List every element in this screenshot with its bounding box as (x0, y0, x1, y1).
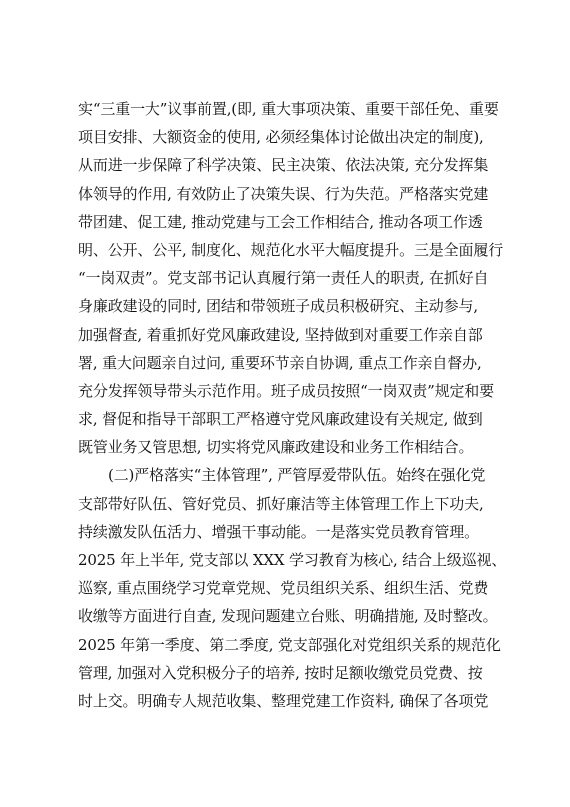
text-line: 既管业务又管思想, 切实将党风廉政建设和业务工作相结合。 (78, 438, 474, 457)
text-line: 时上交。明确专人规范收集、整理党建工作资料, 确保了各项党 (78, 691, 489, 710)
text-line: 充分发挥领导带头示范作用。班子成员按照“一岗双责”规定和要 (78, 381, 494, 400)
body-text (78, 95, 518, 715)
text-line: 体领导的作用, 有效防止了决策失误、行为失范。严格落实党建 (78, 184, 489, 203)
text-line: 巡察, 重点围绕学习党章党规、党员组织关系、组织生活、党费 (78, 579, 489, 598)
text-line: 管理, 加强对入党积极分子的培养, 按时足额收缴党员党费、按 (78, 663, 483, 682)
text-line: 明、公开、公平, 制度化、规范化水平大幅度提升。三是全面履行 (78, 240, 504, 259)
text-line: 从而进一步保障了科学决策、民主决策、依法决策, 充分发挥集 (78, 156, 489, 175)
text-line: 署, 重大问题亲自过问, 重要环节亲自协调, 重点工作亲自督办, (78, 353, 482, 372)
section-heading-line: (二)严格落实“主体管理”, 严管厚爱带队伍。始终在强化党 (108, 466, 486, 485)
text-line: 身廉政建设的同时, 团结和带领班子成员积极研究、主动参与, (78, 297, 478, 316)
text-line: 求, 督促和指导干部职工严格遵守党风廉政建设有关规定, 做到 (78, 410, 483, 429)
text-line: 支部带好队伍、管好党员、抓好廉洁等主体管理工作上下功夫, (78, 494, 484, 513)
text-line: “一岗双责”。党支部书记认真履行第一责任人的职责, 在抓好自 (78, 269, 489, 288)
text-line: 带团建、促工建, 推动党建与工会工作相结合, 推动各项工作透 (78, 212, 483, 231)
text-line: 2025 年上半年, 党支部以 XXX 学习教育为核心, 结合上级巡视、 (78, 551, 507, 569)
text-line: 加强督查, 着重抓好党风廉政建设, 坚持做到对重要工作亲自部 (78, 325, 483, 344)
text-line: 项目安排、大额资金的使用, 必须经集体讨论做出决定的制度), (78, 128, 484, 147)
text-line: 收缴等方面进行自查, 发现问题建立台账、明确措施, 及时整改。 (78, 607, 498, 626)
text-line: 持续激发队伍活力、增强干事动能。一是落实党员教育管理。 (78, 522, 479, 541)
text-line: 2025 年第一季度、第二季度, 党支部强化对党组织关系的规范化 (78, 635, 501, 654)
text-line: 实“三重一大”议事前置,(即, 重大事项决策、重要干部任免、重要 (78, 100, 499, 118)
